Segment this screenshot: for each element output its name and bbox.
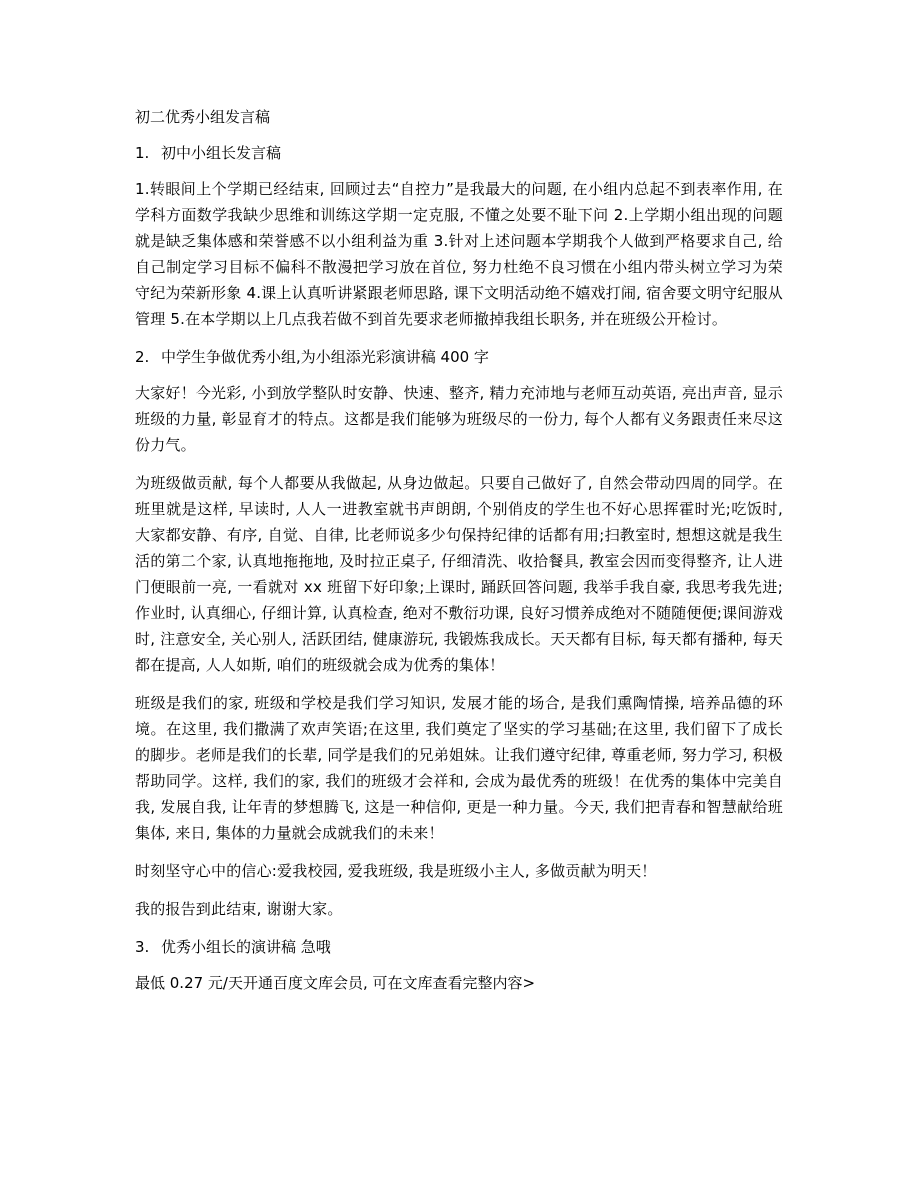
paragraph: 班级是我们的家, 班级和学校是我们学习知识, 发展才能的场合, 是我们熏陶情操, 培养品德的环境。在这里, 我们撒满了欢声笑语;在这里, 我们奠定了坚实的学习基础;在这里, 我们留下了成长的脚步。老师是我们的长辈, 同学是我们的兄弟姐妹。让我们遵守纪律, 尊重老师, 努力学习, 积极帮助同学。这样, 我们的家, 我们的班级才会祥和, 会成为最优秀的班级！在优秀的集体中完美自我, 发展自我, 让年青的梦想腾飞, 这是一种信仰, 更是一种力量。今天, 我们把青春和智慧献给班集体, 来日, 集体的力量就会成就我们的未来！ bbox=[135, 694, 783, 842]
section-heading-text: 优秀小组长的演讲稿 急哦 bbox=[161, 938, 331, 956]
paragraph: 为班级做贡献, 每个人都要从我做起, 从身边做起。只要自己做好了, 自然会带动四周的同学。在班里就是这样, 早读时, 人人一进教室就书声朗朗, 个别俏皮的学生也不好心思挥霍时光;吃饭时, 大家都安静、有序, 自觉、自律, 比老师说多少句保持纪律的话都有用;扫教室时, 想想这就是我生活的第二个家, 认真地拖拖地, 及时拉正桌子, 仔细清洗、收拾餐具, 教室会因而变得整齐, 让人进门便眼前一亮, 一看就对 xx 班留下好印象;上课时, 踊跃回答问题, 我举手我自豪, 我思考我先进;作业时, 认真细心, 仔细计算, 认真检查, 绝对不敷衍功课, 良好习惯养成绝对不随随便便;课间游戏时, 注意安全, 关心别人, 活跃团结, 健康游玩, 我锻炼我成长。天天都有目标, 每天都有播种, 每天都在提高, 人人如斯, 咱们的班级就会成为优秀的集体！ bbox=[135, 474, 783, 674]
section-heading bbox=[135, 344, 783, 370]
document-title: 初二优秀小组发言稿 bbox=[135, 108, 271, 126]
section-number: 2. bbox=[135, 348, 150, 366]
section-heading-text: 初中小组长发言稿 bbox=[161, 144, 282, 162]
section-heading-text: 中学生争做优秀小组,为小组添光彩演讲稿 400 字 bbox=[161, 348, 489, 366]
vip-membership-link[interactable]: 最低 0.27 元/天开通百度文库会员, 可在文库查看完整内容> bbox=[135, 974, 536, 992]
paragraph: 1.转眼间上个学期已经结束, 回顾过去“自控力”是我最大的问题, 在小组内总起不到表率作用, 在学科方面数学我缺少思维和训练这学期一定克服, 不懂之处要不耻下问 2.上学期小组出现的问题就是缺乏集体感和荣誉感不以小组利益为重 3.针对上述问题本学期我个人做到严格要求自己, 给自己制定学习目标不偏科不散漫把学习放在首位, 努力杜绝不良习惯在小组内带头树立学习为荣守纪为荣新形象 4.课上认真听讲紧跟老师思路, 课下文明活动绝不嬉戏打闹, 宿舍要文明守纪服从管理 5.在本学期以上几点我若做不到首先要求老师撤掉我组长职务, 并在班级公开检讨。 bbox=[135, 180, 783, 328]
section-2 bbox=[135, 344, 783, 922]
section-1 bbox=[135, 140, 783, 332]
paragraph: 大家好！今光彩, 小到放学整队时安静、快速、整齐, 精力充沛地与老师互动英语, 亮出声音, 显示班级的力量, 彰显育才的特点。这都是我们能够为班级尽的一份力, 每个人都有义务跟责任来尽这份力气。 bbox=[135, 384, 783, 454]
paragraph: 我的报告到此结束, 谢谢大家。 bbox=[135, 900, 343, 918]
section-number: 1. bbox=[135, 144, 150, 162]
document-page bbox=[135, 104, 783, 996]
section-number: 3. bbox=[135, 938, 150, 956]
paragraph: 时刻坚守心中的信心:爱我校园, 爱我班级, 我是班级小主人, 多做贡献为明天！ bbox=[135, 862, 657, 880]
section-heading bbox=[135, 140, 783, 166]
section-heading bbox=[135, 934, 783, 960]
section-3 bbox=[135, 934, 783, 960]
